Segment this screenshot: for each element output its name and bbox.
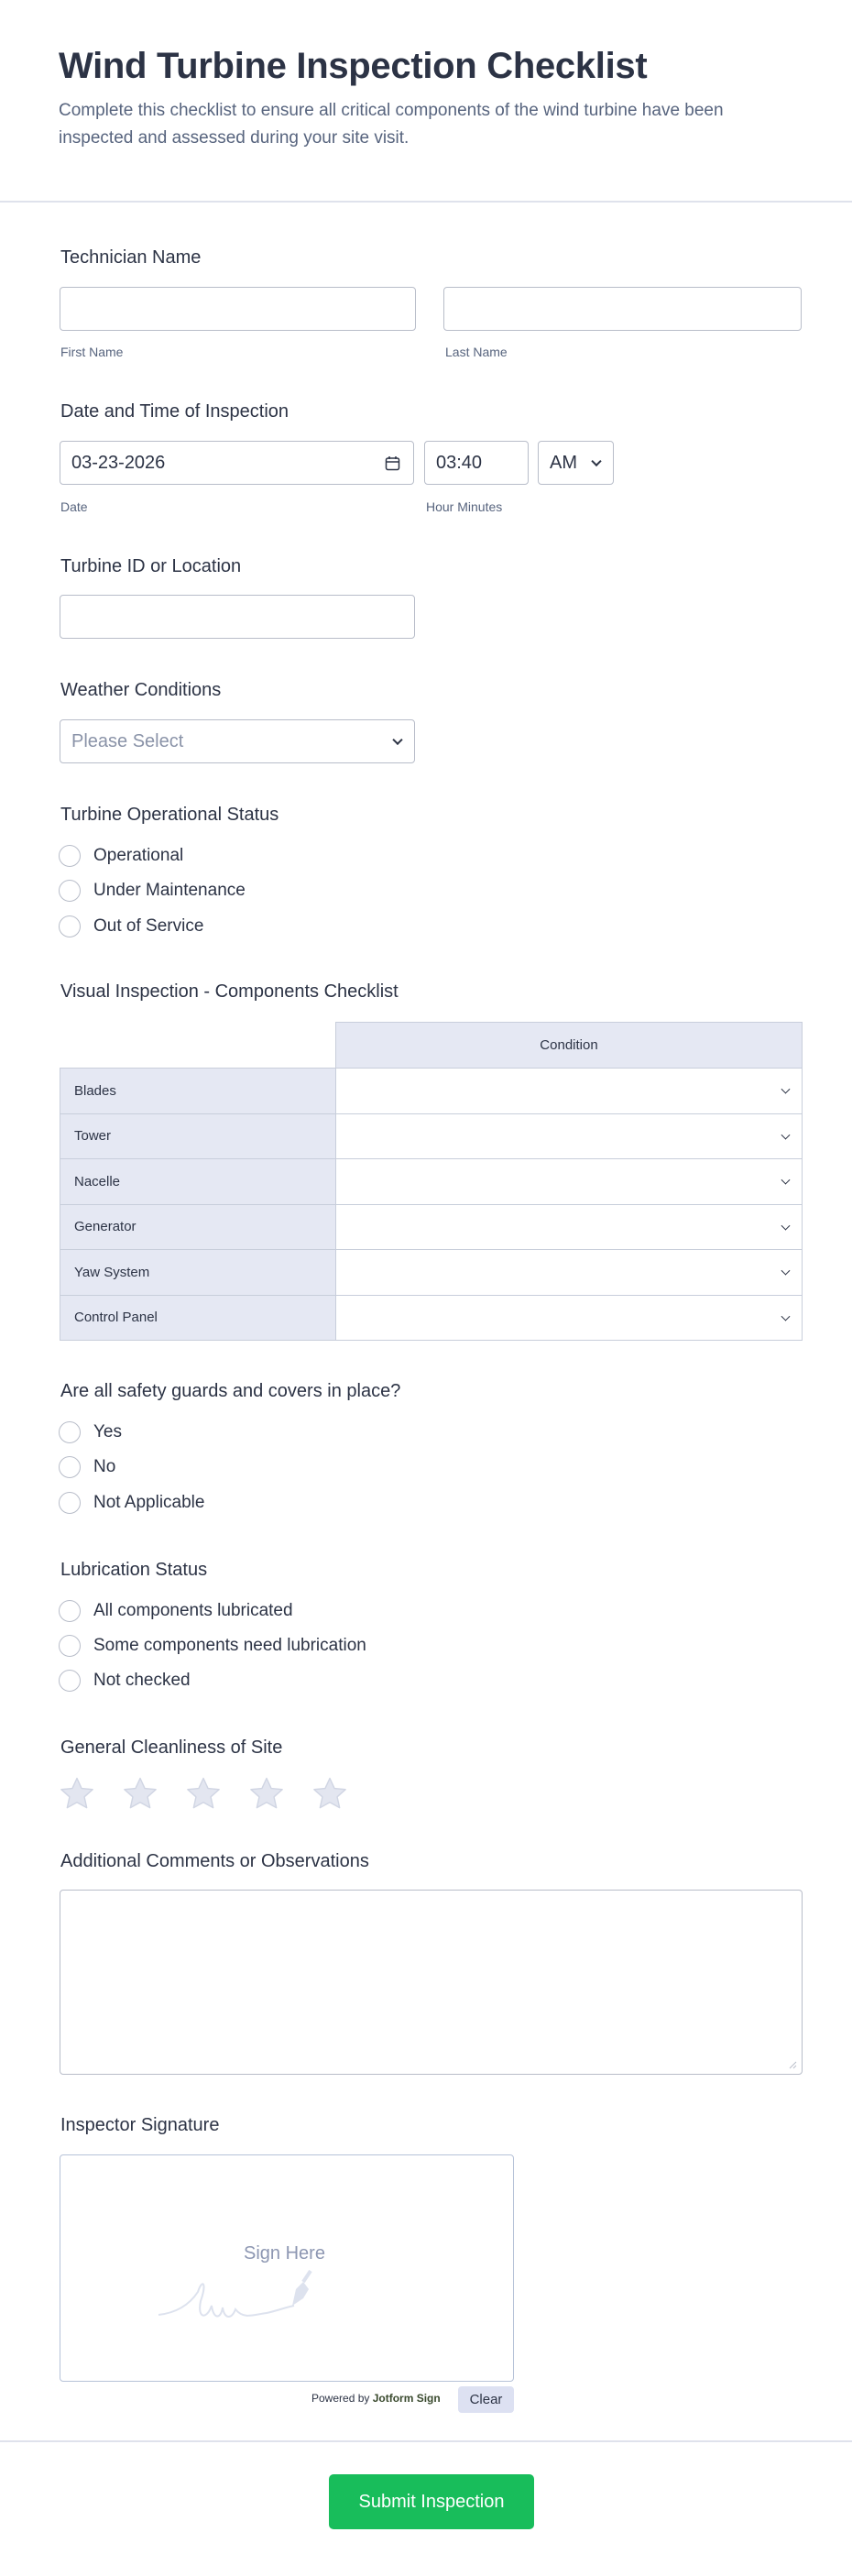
ampm-select[interactable] — [538, 441, 614, 485]
row-label: Yaw System — [60, 1250, 336, 1296]
condition-select[interactable] — [336, 1069, 803, 1114]
ampm-value: AM — [550, 452, 577, 473]
radio-circle[interactable] — [59, 1600, 81, 1622]
divider — [0, 201, 852, 203]
weather-placeholder: Please Select — [71, 730, 184, 751]
technician-name-label: Technician Name — [60, 247, 202, 268]
radio-label: Operational — [93, 846, 184, 865]
lubrication-label: Lubrication Status — [60, 1560, 208, 1580]
star-icon[interactable] — [58, 1775, 96, 1814]
radio-label: All components lubricated — [93, 1601, 293, 1620]
radio-no[interactable] — [59, 1456, 115, 1478]
table-row — [60, 1204, 803, 1250]
submit-button[interactable]: Submit Inspection — [329, 2474, 534, 2529]
signature-pen-icon — [157, 2269, 312, 2324]
weather-label: Weather Conditions — [60, 680, 222, 700]
powered-by-text: Powered by — [311, 2392, 370, 2405]
chevron-down-icon — [781, 1085, 791, 1094]
matrix-corner — [60, 1023, 336, 1069]
radio-circle[interactable] — [59, 845, 81, 867]
chevron-down-icon — [392, 735, 402, 745]
date-sublabel: Date — [60, 499, 88, 514]
last-name-sublabel: Last Name — [445, 345, 508, 359]
radio-not-applicable[interactable] — [59, 1492, 204, 1514]
star-icon[interactable] — [121, 1775, 159, 1814]
table-row — [60, 1113, 803, 1159]
signature-pad[interactable] — [60, 2154, 514, 2382]
radio-circle[interactable] — [59, 1421, 81, 1443]
table-row — [60, 1159, 803, 1205]
chevron-down-icon — [781, 1176, 791, 1185]
radio-all-lubricated[interactable] — [59, 1600, 293, 1622]
last-name-input[interactable] — [443, 287, 802, 331]
safety-label: Are all safety guards and covers in place? — [60, 1381, 401, 1401]
radio-label: Not Applicable — [93, 1493, 205, 1512]
radio-circle[interactable] — [59, 915, 81, 937]
resize-handle-icon[interactable] — [788, 2060, 797, 2069]
row-label: Nacelle — [60, 1159, 336, 1205]
star-icon[interactable] — [311, 1775, 349, 1814]
calendar-icon[interactable] — [385, 455, 400, 471]
radio-not-checked[interactable] — [59, 1670, 191, 1692]
radio-label: Out of Service — [93, 916, 204, 936]
radio-yes[interactable] — [59, 1421, 122, 1443]
radio-operational[interactable] — [59, 845, 183, 867]
comments-label: Additional Comments or Observations — [60, 1851, 369, 1871]
radio-label: No — [93, 1457, 116, 1476]
page-description: Complete this checklist to ensure all critical components of the wind turbine have been inspected and assessed during your site visit. — [59, 101, 724, 148]
chevron-down-icon — [781, 1311, 791, 1321]
condition-select[interactable] — [336, 1159, 803, 1205]
powered-by — [311, 2392, 441, 2405]
row-label: Control Panel — [60, 1295, 336, 1341]
radio-out-of-service[interactable] — [59, 915, 203, 937]
weather-select[interactable] — [60, 719, 415, 763]
table-row — [60, 1295, 803, 1341]
visual-inspection-label: Visual Inspection - Components Checklist — [60, 981, 399, 1002]
chevron-down-icon — [781, 1266, 791, 1276]
radio-circle[interactable] — [59, 1456, 81, 1478]
condition-select[interactable] — [336, 1204, 803, 1250]
clear-button[interactable]: Clear — [458, 2386, 514, 2413]
page-title: Wind Turbine Inspection Checklist — [59, 46, 648, 86]
condition-select[interactable] — [336, 1295, 803, 1341]
chevron-down-icon — [591, 456, 601, 466]
turbine-label: Turbine ID or Location — [60, 556, 242, 576]
radio-under-maintenance[interactable] — [59, 880, 246, 902]
first-name-sublabel: First Name — [60, 345, 124, 359]
datetime-label: Date and Time of Inspection — [60, 401, 289, 422]
radio-circle[interactable] — [59, 1670, 81, 1692]
table-row — [60, 1250, 803, 1296]
components-matrix — [60, 1022, 803, 1341]
jotform-sign-link[interactable]: Jotform Sign — [372, 2392, 441, 2405]
time-input[interactable]: 03:40 — [424, 441, 529, 485]
row-label: Tower — [60, 1113, 336, 1159]
chevron-down-icon — [781, 1221, 791, 1230]
cleanliness-label: General Cleanliness of Site — [60, 1737, 283, 1758]
comments-textarea[interactable] — [60, 1890, 803, 2075]
row-label: Blades — [60, 1069, 336, 1114]
row-label: Generator — [60, 1204, 336, 1250]
radio-some-need-lubrication[interactable] — [59, 1635, 366, 1657]
radio-label: Some components need lubrication — [93, 1636, 366, 1655]
star-icon[interactable] — [184, 1775, 223, 1814]
condition-select[interactable] — [336, 1113, 803, 1159]
sign-here-text: Sign Here — [244, 2243, 325, 2264]
radio-label: Not checked — [93, 1671, 191, 1690]
radio-label: Under Maintenance — [93, 881, 246, 900]
column-header: Condition — [336, 1023, 803, 1069]
first-name-input[interactable] — [60, 287, 416, 331]
signature-label: Inspector Signature — [60, 2115, 220, 2135]
radio-label: Yes — [93, 1422, 122, 1441]
chevron-down-icon — [781, 1130, 791, 1139]
turbine-input[interactable] — [60, 595, 415, 639]
radio-circle[interactable] — [59, 1492, 81, 1514]
condition-select[interactable] — [336, 1250, 803, 1296]
divider — [0, 2440, 852, 2442]
time-sublabel: Hour Minutes — [426, 499, 503, 514]
status-label: Turbine Operational Status — [60, 805, 279, 825]
star-icon[interactable] — [247, 1775, 286, 1814]
radio-circle[interactable] — [59, 880, 81, 902]
radio-circle[interactable] — [59, 1635, 81, 1657]
date-value: 03-23-2026 — [71, 452, 166, 473]
date-input[interactable] — [60, 441, 414, 485]
table-row — [60, 1069, 803, 1114]
